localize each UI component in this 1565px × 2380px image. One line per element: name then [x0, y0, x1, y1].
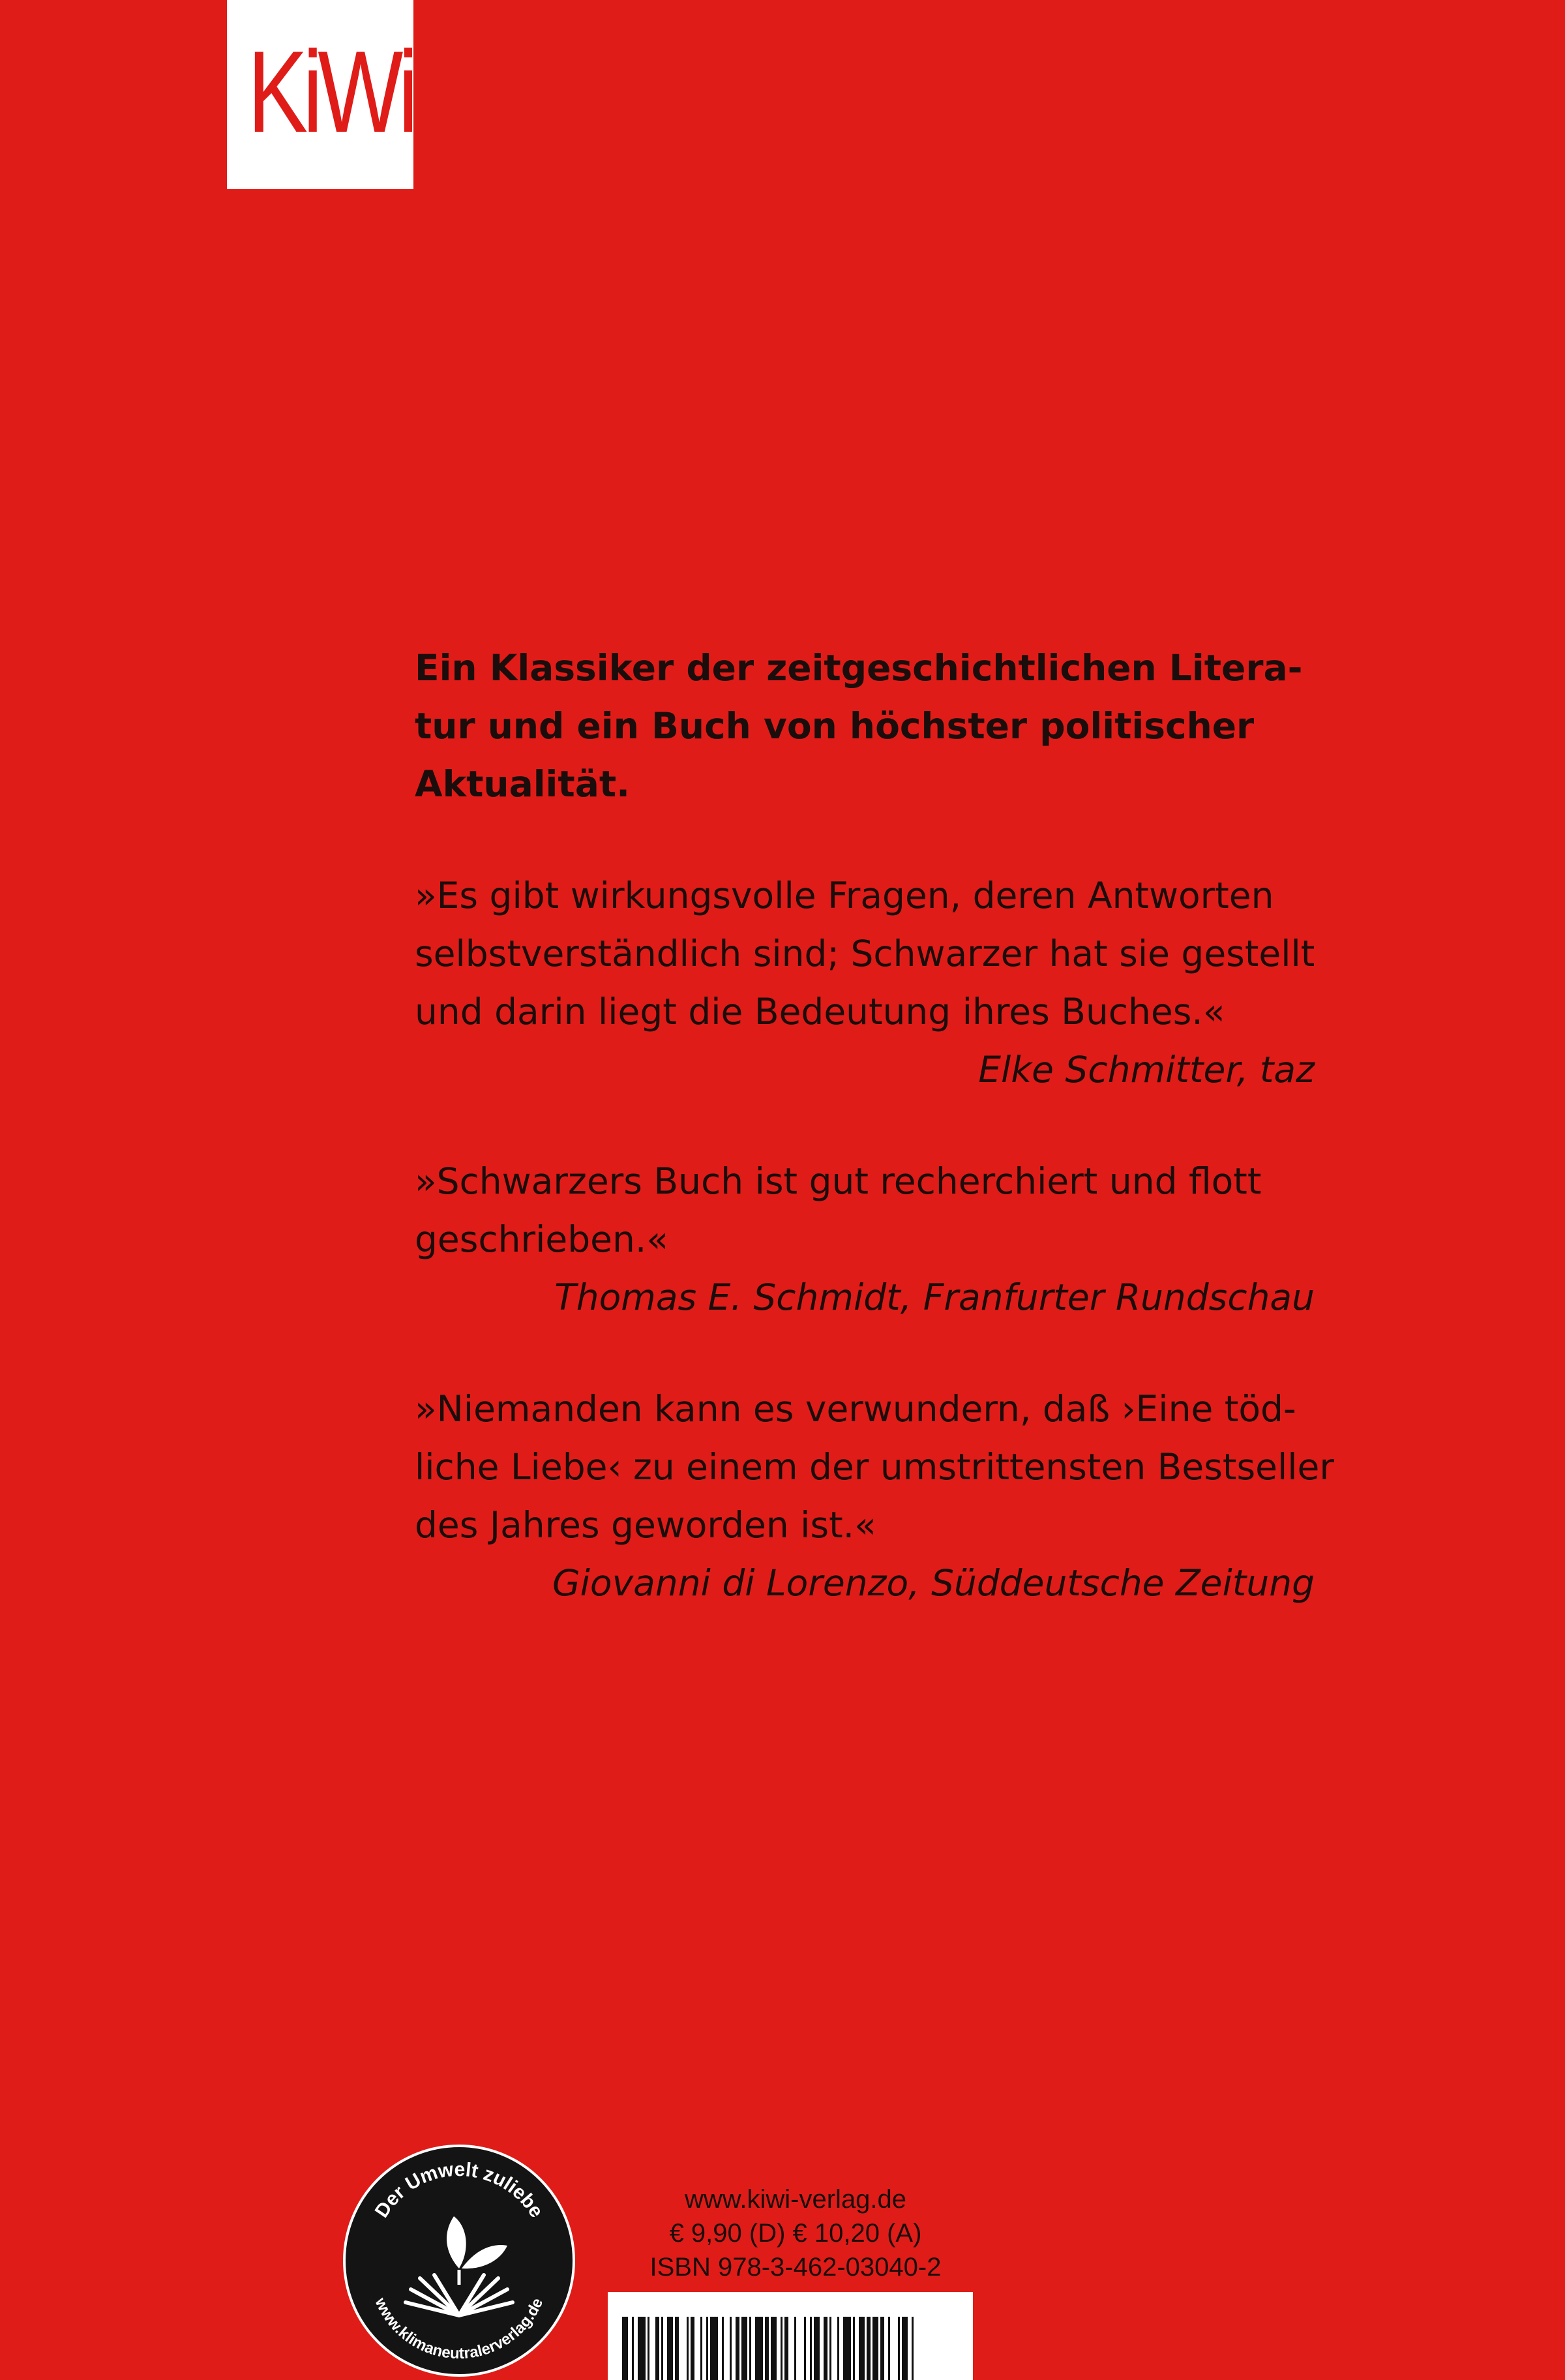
barcode-bar: [888, 2317, 890, 2380]
eco-badge-graphic: [343, 2145, 575, 2377]
isbn-text: ISBN 978-3-462-03040-2: [649, 2253, 942, 2282]
quote-line: selbstverständlich sind; Schwarzer hat sie gestellt: [415, 933, 1315, 974]
quote-line: geschrieben.«: [415, 1218, 668, 1260]
barcode-bar: [804, 2317, 806, 2380]
barcode-bar: [632, 2317, 634, 2380]
barcode-bar: [765, 2317, 769, 2380]
headline-line: tur und ein Buch von höchster politischer: [415, 705, 1255, 747]
blurb-text-block: [415, 639, 1334, 1612]
barcode-bar: [784, 2317, 788, 2380]
barcode-bar: [912, 2317, 914, 2380]
barcode-bar: [880, 2317, 884, 2380]
publisher-logo: [227, 0, 413, 189]
barcode-bar: [794, 2317, 796, 2380]
eco-badge: [343, 2145, 575, 2377]
quote-source: Giovanni di Lorenzo, Süddeutsche Zeitung: [552, 1562, 1315, 1604]
barcode-bar: [648, 2317, 649, 2380]
barcode-bar: [824, 2317, 827, 2380]
barcode-bar: [706, 2317, 708, 2380]
publisher-website: www.kiwi-verlag.de: [684, 2185, 907, 2214]
barcode-bar: [755, 2317, 763, 2380]
barcode-bar: [853, 2317, 855, 2380]
barcode-bar: [661, 2317, 663, 2380]
badge-bottom-text: www.klimaneutralerverlag.de: [371, 2295, 547, 2363]
review-quote: [415, 867, 1315, 1099]
review-quote: [415, 1380, 1334, 1612]
barcode: [608, 2292, 973, 2380]
barcode-bar: [749, 2317, 751, 2380]
quote-source: Thomas E. Schmidt, Franfurter Rundschau: [554, 1276, 1315, 1318]
price-text: € 9,90 (D) € 10,20 (A): [669, 2219, 922, 2248]
quote-line: »Niemanden kann es verwundern, daß ›Eine töd-: [415, 1388, 1296, 1430]
barcode-bar: [655, 2317, 659, 2380]
barcode-bar: [867, 2317, 871, 2380]
barcode-bar: [667, 2317, 673, 2380]
barcode-bar: [687, 2317, 689, 2380]
price-info: [646, 2182, 946, 2284]
barcode-bar: [741, 2317, 747, 2380]
barcode-icon: [622, 2317, 959, 2380]
barcode-bar: [902, 2317, 908, 2380]
headline-line: Aktualität.: [415, 763, 630, 805]
barcode-bar: [700, 2317, 702, 2380]
barcode-bar: [898, 2317, 900, 2380]
barcode-bar: [771, 2317, 777, 2380]
review-quote: [415, 1152, 1315, 1327]
barcode-bar: [810, 2317, 812, 2380]
barcode-bar: [814, 2317, 820, 2380]
quote-line: und darin liegt die Bedeutung ihres Buches.«: [415, 991, 1225, 1032]
barcode-bar: [872, 2317, 878, 2380]
badge-top-text: Der Umwelt zuliebe: [370, 2158, 548, 2222]
barcode-bar: [691, 2317, 694, 2380]
quote-line: »Es gibt wirkungsvolle Fragen, deren Antworten: [415, 875, 1274, 916]
barcode-bar: [843, 2317, 851, 2380]
barcode-bar: [730, 2317, 732, 2380]
barcode-bar: [736, 2317, 739, 2380]
barcode-bar: [781, 2317, 782, 2380]
headline: [415, 639, 1315, 813]
quote-line: des Jahres geworden ist.«: [415, 1504, 876, 1546]
barcode-bar: [710, 2317, 718, 2380]
barcode-bar: [837, 2317, 839, 2380]
publisher-logo-text: KiWi: [247, 27, 413, 157]
barcode-bar: [722, 2317, 724, 2380]
barcode-bar: [829, 2317, 831, 2380]
headline-line: Ein Klassiker der zeitgeschichtlichen Litera-: [415, 647, 1303, 689]
barcode-bar: [675, 2317, 679, 2380]
quote-source: Elke Schmitter, taz: [978, 1049, 1315, 1091]
barcode-bar: [859, 2317, 865, 2380]
barcode-bar: [638, 2317, 646, 2380]
quote-line: liche Liebe‹ zu einem der umstrittensten Bestseller: [415, 1446, 1334, 1488]
barcode-bar: [622, 2317, 628, 2380]
quote-line: »Schwarzers Buch ist gut recherchiert und flott: [415, 1160, 1262, 1202]
